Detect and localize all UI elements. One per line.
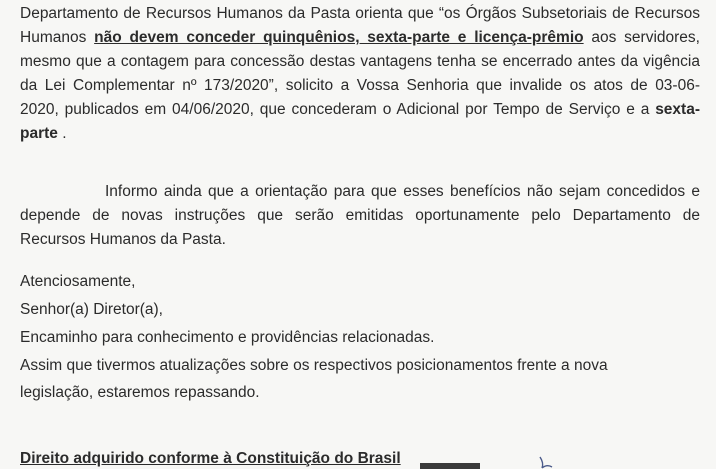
paragraph-line: Informo ainda que a orientação para que esses benefícios não sejam concedidos e [105,183,700,200]
emphasis-text: não devem conceder quinquênios, sexta-parte e licença-prêmio [94,29,584,46]
paragraph-line [20,122,700,146]
paragraph-line [20,2,700,26]
closing-text: Atenciosamente, [20,273,136,290]
text-run: Departamento de Recursos Humanos da Pasta orienta que “os Órgãos Subsetoriais de Recursos [20,5,700,22]
text-run: 2020, publicados em 04/06/2020, que concederam o Adicional por Tempo de Serviço e a [20,101,656,118]
text-run: . [57,125,67,142]
bold-text: sexta- [655,101,700,118]
paragraph-line: depende de novas instruções que serão emitidas oportunamente pelo Departamento de [20,207,700,224]
footer-heading: Direito adquirido conforme à Constituição do Brasil [20,450,401,467]
paragraph-line [20,74,700,98]
update-text-line-1: Assim que tivermos atualizações sobre os respectivos posicionamentos frente a nova [20,357,608,374]
text-run: Humanos [20,29,95,46]
update-text-line-2: legislação, estaremos repassando. [20,384,260,401]
text-run: aos servidores, [583,29,700,46]
scan-artifact [420,463,480,469]
forward-text: Encaminho para conhecimento e providências relacionadas. [20,329,435,346]
pen-stroke-mark [536,455,556,469]
salutation-text: Senhor(a) Diretor(a), [20,301,163,318]
paragraph-information [20,180,700,252]
text-run: mesmo que a contagem para concessão destas vantagens tenha se encerrado antes da vigência [20,53,700,70]
text-run: da Lei Complementar nº 173/2020”, solicito a Vossa Senhoria que invalide os atos de 03-06- [20,77,700,94]
paragraph-line: Recursos Humanos da Pasta. [20,231,226,248]
paragraph-line [20,98,700,122]
paragraph-line [20,26,700,50]
bold-text: parte [20,125,58,142]
paragraph-orientation [20,2,700,146]
paragraph-line [20,50,700,74]
